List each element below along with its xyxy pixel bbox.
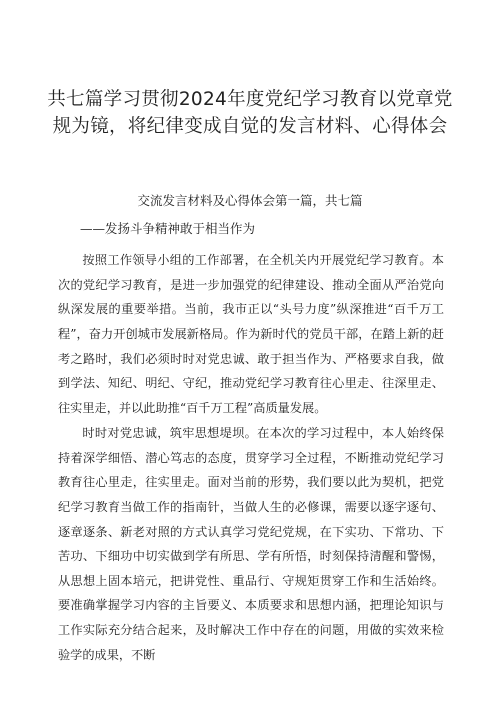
document-byline: ——发扬斗争精神敢于相当作为 xyxy=(80,221,256,236)
document-subtitle: 交流发言材料及心得体会第一篇，共七篇 xyxy=(137,193,363,208)
document-title: 共七篇学习贯彻2024年度党纪学习教育以党章党规为镜，将纪律变成自觉的发言材料、心得体会 xyxy=(47,89,453,137)
paragraph-1: 按照工作领导小组的工作部署，在全机关内开展党纪学习教育。本次的党纪学习教育，是进一步加强党的纪律建设、推动全面从严治党向纵深发展的重要举措。当前，我市正以“头号力度”纵深推进“百千万工程”，奋力开创城市发展新格局。作为新时代的党员干部，在踏上新的赶考之路时，我们必须时时对党忠诚、敢于担当作为、严格要求自我，做到学法、知纪、明纪、守纪，推动党纪学习教育往心里走、往深里走、往实里走，并以此助推“百千万工程”高质量发展。 xyxy=(58,253,444,415)
paragraph-2: 时时对党忠诚，筑牢思想堤坝。在本次的学习过程中，本人始终保持着深学细悟、潜心笃志的态度，贯穿学习全过程，不断推动党纪学习教育往心里走，往实里走。面对当前的形势，我们要以此为契机，把党纪学习教育当做工作的指南针，当做人生的必修课，需要以逐字逐句、逐章逐条、新老对照的方式认真学习党纪党规，在下实功、下常功、下苦功、下细功中切实做到学有所思、学有所悟，时刻保持清醒和警惕，从思想上固本培元，把讲党性、重品行、守规矩贯穿工作和生活始终。要准确掌握学习内容的主旨要义、本质要求和思想内涵，把理论知识与工作实际充分结合起来，及时解决工作中存在的问题，用做的实效来检验学的成果，不断 xyxy=(58,426,444,662)
